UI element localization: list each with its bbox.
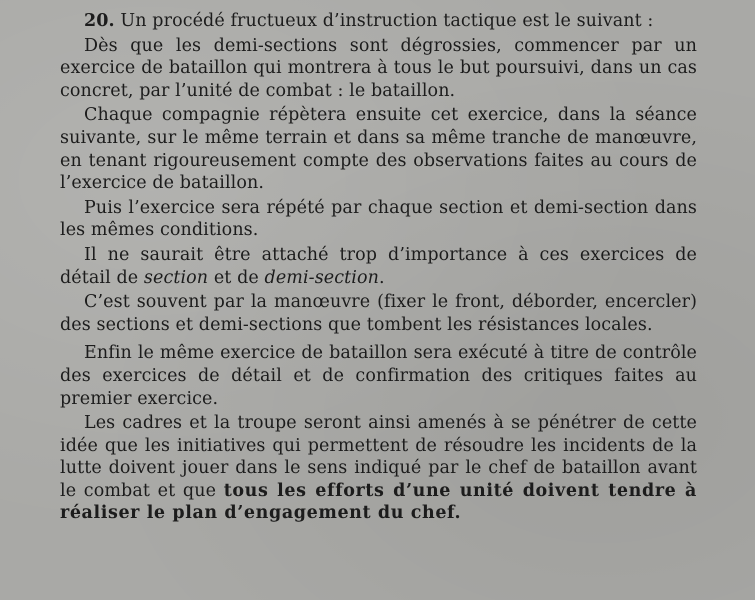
closing-bold: tous les efforts d’une unité doivent tendre à réaliser le plan d’engagement du chef.: [60, 480, 697, 524]
importance-end: .: [378, 267, 385, 288]
paragraph-importance: [60, 244, 697, 289]
section-number: 20.: [84, 11, 115, 31]
paragraph-5: Enfin le même exercice de bataillon sera exécuté à titre de contrôle des exercices de détail et de confirmation des critiques faites au premier exercice.: [60, 343, 697, 409]
heading-text: Un procédé fructueux d’instruction tactique est le suivant :: [114, 11, 654, 31]
paragraph-closing: [60, 412, 697, 525]
paragraph-2: Chaque compagnie répètera ensuite cet exercice, dans la séance suivante, sur le même terrain et dans sa même tranche de manœuvre, en tenant rigoureusement compte des observations faites au cours de l’exercice de bataillon.: [60, 105, 697, 194]
italic-section: section: [143, 267, 209, 288]
paragraph-heading: [60, 10, 697, 33]
paragraph-1: Dès que les demi-sections sont dégrossies, commencer par un exercice de bataillon qui montrera à tous le but poursuivi, dans un cas concret, par l’unité de combat : le bataillon.: [60, 35, 697, 101]
paragraph-4: C’est souvent par la manœuvre (fixer le front, déborder, encercler) des sections et demi-sections que tombent les résistances locales.: [60, 292, 697, 335]
paragraph-3: Puis l’exercice sera répété par chaque section et demi-section dans les mêmes conditions.: [60, 197, 697, 241]
closing-lead: Les cadres et la troupe seront ainsi amenés à se pénétrer de cette idée que les initiatives qui permettent de résoudre les incidents de la lutte doivent jouer dans le sens indiqué par le chef de bataillon avant le combat et que: [60, 413, 697, 501]
italic-demi-section: demi-section: [264, 267, 379, 288]
importance-middle: et de: [208, 267, 265, 288]
importance-lead: Il ne saurait être attaché trop d’importance à ces exercices de détail de: [60, 244, 697, 288]
